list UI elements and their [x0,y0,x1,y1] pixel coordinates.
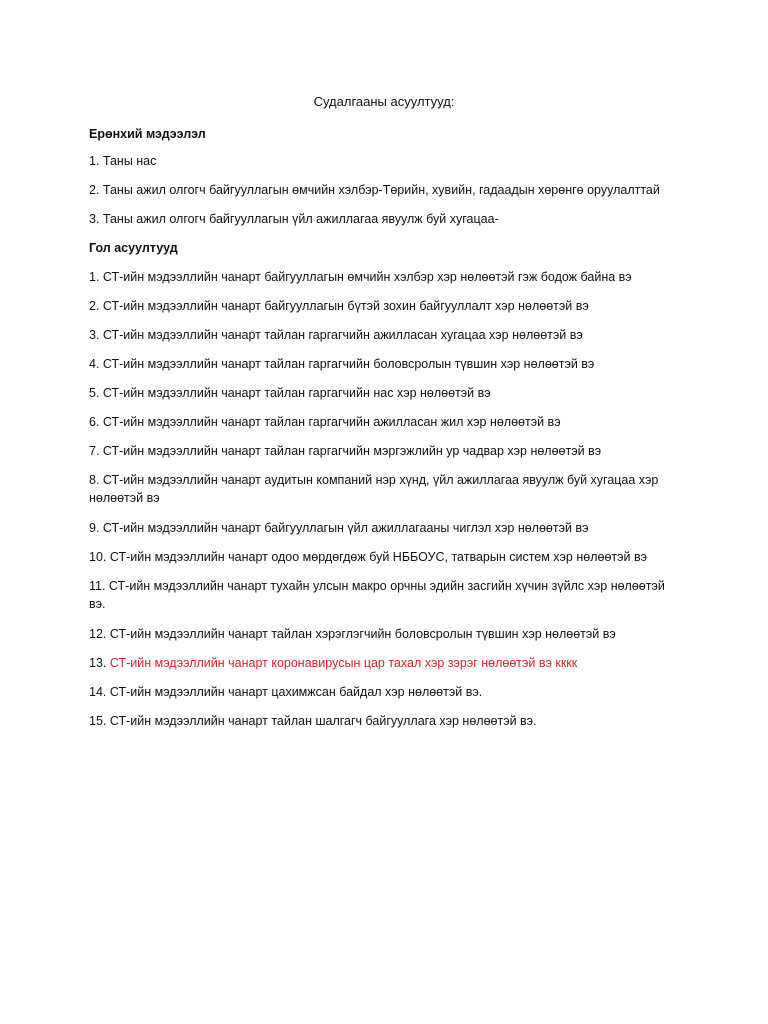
question-main-3: 3. СТ-ийн мэдээллийн чанарт тайлан гаргагчийн ажилласан хугацаа хэр нөлөөтэй вэ [89,328,583,342]
question-main-13-number: 13. [89,656,110,670]
section-heading-general: Ерөнхий мэдээлэл [89,127,206,141]
question-main-13 [89,654,689,672]
question-main-13-highlight: СТ-ийн мэдээллийн чанарт коронавирусын цар тахал хэр зэрэг нөлөөтэй вэ кккк [109,656,578,670]
question-main-12: 12. СТ-ийн мэдээллийн чанарт тайлан хэрэглэгчийн боловсролын түвшин хэр нөлөөтэй вэ [89,627,616,641]
question-main-7: 7. СТ-ийн мэдээллийн чанарт тайлан гаргагчийн мэргэжлийн ур чадвар хэр нөлөөтэй вэ [89,444,602,458]
question-main-6: 6. СТ-ийн мэдээллийн чанарт тайлан гаргагчийн ажилласан жил хэр нөлөөтэй вэ [89,415,561,429]
section-heading-main: Гол асуултууд [89,241,178,255]
question-main-4: 4. СТ-ийн мэдээллийн чанарт тайлан гаргагчийн боловсролын түвшин хэр нөлөөтэй вэ [89,357,595,371]
question-main-1: 1. СТ-ийн мэдээллийн чанарт байгууллагын өмчийн хэлбэр хэр нөлөөтэй гэж бодож байна вэ [89,270,632,284]
question-main-2: 2. СТ-ийн мэдээллийн чанарт байгууллагын бүтэй зохин байгууллалт хэр нөлөөтэй вэ [89,299,589,313]
question-main-5: 5. СТ-ийн мэдээллийн чанарт тайлан гаргагчийн нас хэр нөлөөтэй вэ [89,386,491,400]
question-main-15: 15. СТ-ийн мэдээллийн чанарт тайлан шалгагч байгууллага хэр нөлөөтэй вэ. [89,714,537,728]
question-main-14: 14. СТ-ийн мэдээллийн чанарт цахимжсан байдал хэр нөлөөтэй вэ. [89,685,483,699]
question-main-8: 8. СТ-ийн мэдээллийн чанарт аудитын компаний нэр хүнд, үйл ажиллагаа явуулж буй хугацаа хэр нөлөөтэй вэ [89,473,659,505]
question-general-3: 3. Таны ажил олгогч байгууллагын үйл ажиллагаа явуулж буй хугацаа- [89,212,499,226]
question-general-2: 2. Таны ажил олгогч байгууллагын өмчийн хэлбэр-Төрийн, хувийн, гадаадын хөрөнгө оруулалттай [89,183,660,197]
question-main-9: 9. СТ-ийн мэдээллийн чанарт байгууллагын үйл ажиллагааны чиглэл хэр нөлөөтэй вэ [89,521,589,535]
document-title: Судалгааны асуултууд: [313,94,455,109]
question-main-11: 11. СТ-ийн мэдээллийн чанарт тухайн улсын макро орчны эдийн засгийн хүчин зүйлс хэр нөлөөтэй вэ. [89,579,665,611]
question-main-10: 10. СТ-ийн мэдээллийн чанарт одоо мөрдөгдөж буй НББОУС, татварын систем хэр нөлөөтэй вэ [89,550,647,564]
question-general-1: 1. Таны нас [89,154,157,168]
